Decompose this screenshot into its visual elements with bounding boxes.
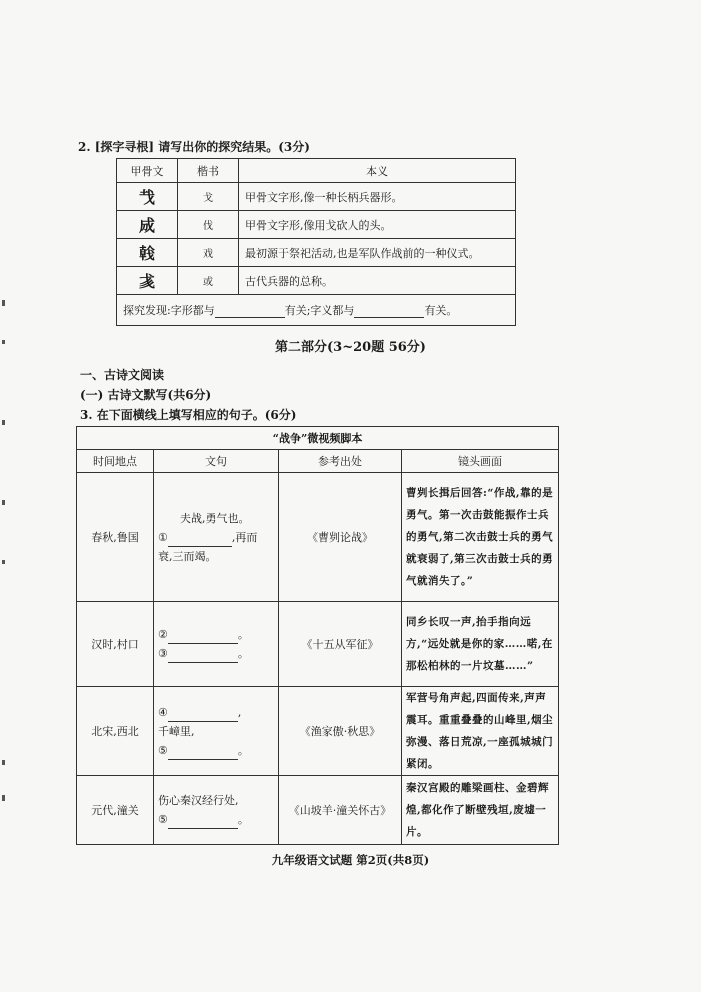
shot-description: 曹刿长揖后回答:“作战,靠的是勇气。第一次击鼓能振作士兵的勇气,第二次击鼓士兵的勇气就衰弱了,第三次击鼓士兵的勇气就消失了。” (402, 473, 559, 602)
finding-cell (117, 295, 516, 326)
sentence-line (158, 810, 274, 829)
kai-char: 戈 (178, 183, 239, 211)
finding-row (117, 295, 516, 326)
script-table (76, 426, 559, 845)
header-oracle: 甲骨文 (117, 159, 178, 183)
blank-number: ⑤ (158, 813, 168, 826)
oracle-glyph: 𢧢 (117, 239, 178, 267)
scan-mark (2, 340, 5, 344)
table-row (117, 211, 516, 239)
sentence-line (158, 741, 274, 760)
sentence-cell (154, 473, 279, 602)
punct: , (237, 705, 242, 719)
time-place: 春秋,鲁国 (77, 473, 154, 602)
source: 《渔家傲·秋思》 (279, 687, 402, 776)
scan-mark (2, 500, 5, 505)
subsection-heading: (一) 古诗文默写(共6分) (80, 388, 212, 402)
oracle-glyph: 𢦓 (117, 211, 178, 239)
header-sentence: 文句 (154, 450, 279, 473)
table-header-row (117, 159, 516, 183)
sentence-cell (154, 602, 279, 687)
header-shot: 镜头画面 (402, 450, 559, 473)
answer-blank[interactable] (168, 650, 238, 663)
table-row (117, 267, 516, 295)
table-header-row (77, 450, 559, 473)
header-time: 时间地点 (77, 450, 154, 473)
sentence-line (158, 528, 274, 547)
table-row (77, 473, 559, 602)
scan-mark (2, 795, 5, 801)
blank-number: ① (158, 530, 168, 544)
sentence-line (158, 644, 274, 663)
answer-blank[interactable] (168, 709, 238, 722)
sentence-cell (154, 687, 279, 776)
sentence-line: 伤心秦汉经行处, (158, 794, 239, 807)
scan-mark (2, 560, 5, 564)
blank-number: ④ (158, 705, 168, 719)
table-row (117, 239, 516, 267)
question-3-title: 3. 在下面横线上填写相应的句子。(6分) (80, 408, 297, 422)
time-place: 汉时,村口 (77, 602, 154, 687)
oracle-glyph: 𢦏 (117, 183, 178, 211)
punct: 。 (237, 647, 249, 660)
finding-text-c: 有关。 (424, 304, 458, 317)
scan-mark (2, 420, 5, 425)
meaning: 古代兵器的总称。 (239, 267, 516, 295)
section-heading: 一、古诗文阅读 (80, 368, 165, 382)
shot-description: 同乡长叹一声,抬手指向远方,“远处就是你的家……喏,在那松柏林的一片坟墓……” (402, 602, 559, 687)
time-place: 元代,潼关 (77, 776, 154, 845)
punct: 。 (237, 628, 249, 641)
finding-text-b: 有关;字义都与 (284, 304, 355, 317)
shot-description: 秦汉宫殿的雕梁画柱、金碧辉煌,都化作了断壁残垣,废墟一片。 (402, 776, 559, 845)
table-caption-row (77, 427, 559, 450)
time-place: 北宋,西北 (77, 687, 154, 776)
blank-line[interactable] (215, 305, 285, 318)
sentence-line: 衰,三而竭。 (158, 549, 217, 563)
sentence-text: ,再而 (231, 530, 258, 544)
answer-blank[interactable] (168, 816, 238, 829)
scan-mark (2, 760, 5, 765)
punct: 。 (237, 743, 249, 757)
sentence-line: 夫战,勇气也。 (180, 511, 250, 525)
scan-mark (2, 300, 5, 306)
sentence-line (158, 625, 274, 644)
part-two-heading: 第二部分(3~20题 56分) (275, 340, 426, 355)
answer-blank[interactable] (168, 534, 232, 547)
table-row (77, 687, 559, 776)
blank-number: ② (158, 628, 168, 641)
oracle-glyph: 𢦑 (117, 267, 178, 295)
source: 《十五从军征》 (279, 602, 402, 687)
sentence-cell (154, 776, 279, 845)
kai-char: 伐 (178, 211, 239, 239)
blank-number: ③ (158, 647, 168, 660)
blank-number: ⑤ (158, 743, 168, 757)
character-table (116, 158, 516, 326)
punct: 。 (237, 813, 249, 826)
table-caption: “战争”微视频脚本 (77, 427, 559, 450)
sentence-line (158, 703, 274, 722)
finding-text-a: 探究发现:字形都与 (123, 304, 215, 317)
page-footer: 九年级语文试题 第2页(共8页) (271, 853, 430, 867)
shot-description: 军营号角声起,四面传来,声声震耳。重重叠叠的山峰里,烟尘弥漫、落日荒凉,一座孤城城门紧闭。 (402, 687, 559, 776)
table-row (77, 776, 559, 845)
answer-blank[interactable] (168, 631, 238, 644)
kai-char: 戏 (178, 239, 239, 267)
question-2-title: 2. [探字寻根] 请写出你的探究结果。(3分) (78, 140, 310, 154)
source: 《曹刿论战》 (279, 473, 402, 602)
header-source: 参考出处 (279, 450, 402, 473)
meaning: 最初源于祭祀活动,也是军队作战前的一种仪式。 (239, 239, 516, 267)
blank-line[interactable] (354, 305, 424, 318)
kai-char: 或 (178, 267, 239, 295)
sentence-line: 千嶂里, (158, 724, 195, 738)
meaning: 甲骨文字形,像用戈砍人的头。 (239, 211, 516, 239)
meaning: 甲骨文字形,像一种长柄兵器形。 (239, 183, 516, 211)
answer-blank[interactable] (168, 747, 238, 760)
table-row (117, 183, 516, 211)
header-kai: 楷书 (178, 159, 239, 183)
source: 《山坡羊·潼关怀古》 (279, 776, 402, 845)
header-meaning: 本义 (239, 159, 516, 183)
table-row (77, 602, 559, 687)
